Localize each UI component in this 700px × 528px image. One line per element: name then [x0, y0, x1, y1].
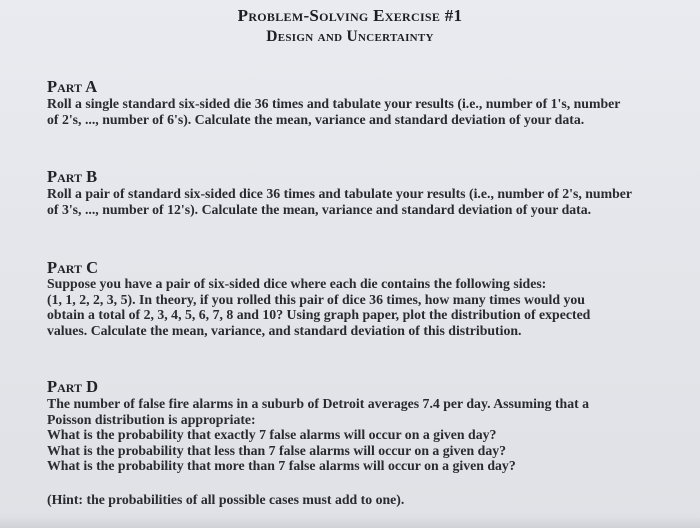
part-d-line: Poisson distribution is appropriate:: [47, 411, 256, 427]
part-a-text: [47, 96, 620, 127]
part-b-line: of 3's, ..., number of 12's). Calculate the mean, variance and standard deviation of your data.: [47, 201, 592, 217]
part-c-heading: Part C: [47, 258, 99, 277]
part-a-line: Roll a single standard six-sided die 36 times and tabulate your results (i.e., number of 1's, number: [47, 96, 621, 111]
part-c-text: [47, 276, 590, 338]
part-a-line: of 2's, ..., number of 6's). Calculate the mean, variance and standard deviation of your data.: [47, 111, 585, 127]
part-d-line: What is the probability that exactly 7 false alarms will occur on a given day?: [47, 427, 497, 442]
document-subtitle: Design and Uncertainty: [266, 28, 434, 45]
part-c-line: Suppose you have a pair of six-sided dice where each die contains the following sides:: [47, 276, 547, 291]
part-b-line: Roll a pair of standard six-sided dice 36 times and tabulate your results (i.e., number of 2's, number: [47, 186, 632, 201]
document-title: Problem-Solving Exercise #1: [237, 6, 463, 25]
part-d-line: What is the probability that less than 7 false alarms will occur on a given day?: [47, 442, 507, 458]
part-d-hint: (Hint: the probabilities of all possible cases must add to one).: [47, 492, 405, 507]
part-d-text: [47, 396, 589, 474]
page-bottom-shadow: [0, 516, 700, 528]
part-d-line: What is the probability that more than 7 false alarms will occur on a given day?: [47, 458, 516, 473]
part-b-text: [47, 186, 632, 217]
part-b-heading: Part B: [47, 167, 98, 186]
part-c-line: values. Calculate the mean, variance, and standard deviation of this distribution.: [47, 322, 522, 338]
part-d-heading: Part D: [47, 377, 99, 396]
part-a-heading: Part A: [47, 77, 98, 96]
part-d-line: The number of false fire alarms in a suburb of Detroit averages 7.4 per day. Assuming that a: [47, 396, 590, 411]
part-c-line: obtain a total of 2, 3, 4, 5, 6, 7, 8 and 10? Using graph paper, plot the distribution of expected: [47, 307, 591, 322]
part-c-line: (1, 1, 2, 2, 3, 5). In theory, if you rolled this pair of dice 36 times, how many times would you: [47, 291, 585, 307]
